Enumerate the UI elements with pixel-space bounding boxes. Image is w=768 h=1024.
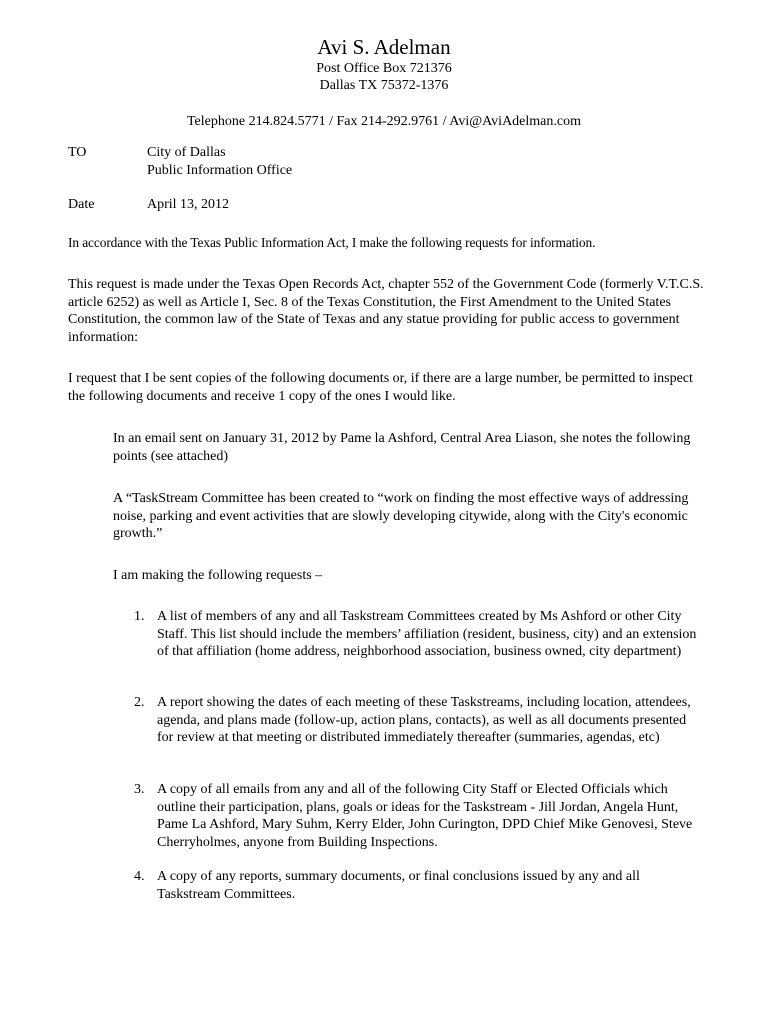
request-number: 1. [134,609,145,624]
sender-address-line2: Dallas TX 75372-1376 [319,78,449,93]
to-label: TO [68,145,87,160]
request-number: 4. [134,869,145,884]
making-requests-line: I am making the following requests – [113,568,323,583]
statute-paragraph: This request is made under the Texas Open Records Act, chapter 552 of the Government Code (formerly V.T.C.S. article 6252) as well as Article I, Sec. 8 of the Texas Constitution, the First Amendment to the United States Constitution, the common law of the State of Texas and any statue providing for public access to government information: [68,277,704,345]
sender-address-line1: Post Office Box 721376 [316,61,452,76]
request-item-1 [134,608,704,661]
request-item-2 [134,694,704,747]
quote-paragraph: A “TaskStream Committee has been created to “work on finding the most effective ways of addressing noise, parking and event activities that are slowly developing citywide, along with the City's economic growth.” [113,491,689,541]
sender-name: Avi S. Adelman [317,35,451,59]
request-item-4 [134,868,704,903]
request-text: A copy of any reports, summary documents, or final conclusions issued by any and all Taskstream Committees. [157,869,640,902]
recipient-line1: City of Dallas [147,145,226,160]
intro-paragraph: In accordance with the Texas Public Information Act, I make the following requests for information. [68,235,596,250]
email-note-paragraph: In an email sent on January 31, 2012 by Pame la Ashford, Central Area Liason, she notes the following points (see attached) [113,431,691,464]
date-label: Date [68,197,95,212]
date-value: April 13, 2012 [147,197,230,212]
request-paragraph: I request that I be sent copies of the following documents or, if there are a large number, be permitted to inspect the following documents and receive 1 copy of the ones I would like. [68,371,693,404]
sender-contact-line: Telephone 214.824.5771 / Fax 214-292.9761 / Avi@AviAdelman.com [186,114,581,129]
request-item-3 [134,781,704,851]
request-text: A list of members of any and all Taskstream Committees created by Ms Ashford or other City Staff. This list should include the members’ affiliation (resident, business, city) and an extension of that affiliation (home address, neighborhood association, business owned, city department) [157,609,697,659]
recipient-line2: Public Information Office [147,163,293,178]
request-text: A copy of all emails from any and all of the following City Staff or Elected Officials which outline their participation, plans, goals or ideas for the Taskstream - Jill Jordan, Angela Hunt, Pame La Ashford, Mary Suhm, Kerry Elder, John Curington, DPD Chief Mike Genovesi, Steve Cherryholmes, anyone from Building Inspections. [157,782,693,850]
request-text: A report showing the dates of each meeting of these Taskstreams, including location, attendees, agenda, and plans made (follow-up, action plans, contacts), as well as all documents presented for review at that meeting or distributed immediately thereafter (summaries, agendas, etc) [157,695,691,745]
request-number: 3. [134,782,145,797]
request-number: 2. [134,695,145,710]
